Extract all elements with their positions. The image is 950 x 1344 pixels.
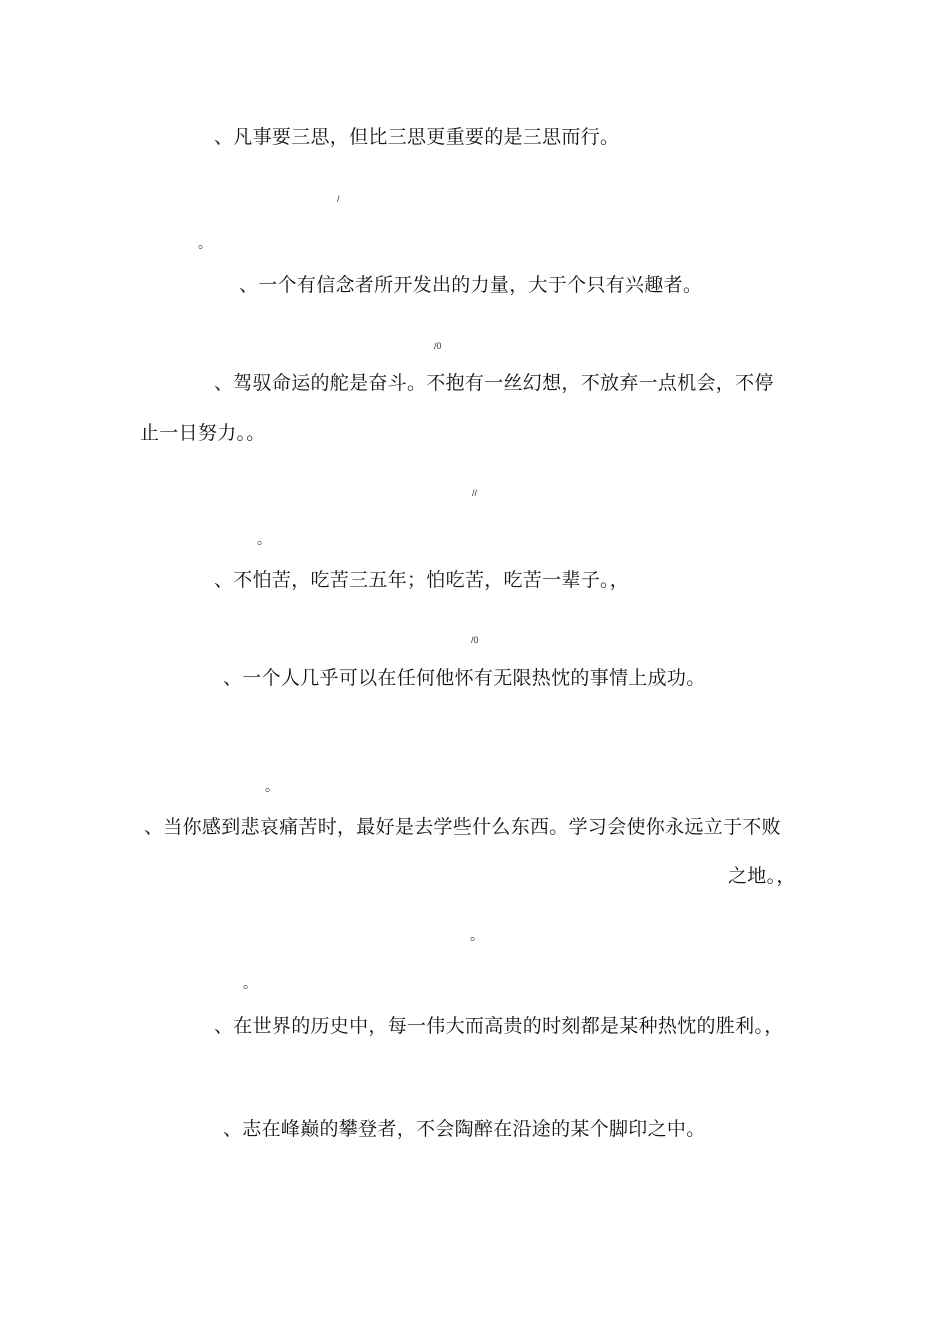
quote-line-3a: 、驾驭命运的舵是奋斗。不抱有一丝幻想，不放弃一点机会，不停	[214, 372, 774, 394]
stray-mark-1: /	[337, 194, 340, 204]
quote-line-6a: 、当你感到悲哀痛苦时，最好是去学些什么东西。学习会使你永远立于不败	[144, 816, 781, 838]
stray-dot-1: 。	[198, 236, 212, 252]
stray-mark-3: //	[472, 488, 478, 498]
stray-dot-4: 。	[470, 928, 484, 944]
quote-line-3b: 止一日努力。。	[140, 422, 266, 444]
stray-dot-2: 。	[257, 532, 271, 548]
quote-line-8: 、志在峰巅的攀登者，不会陶醉在沿途的某个脚印之中。	[223, 1118, 706, 1140]
quote-line-5: 、一个人几乎可以在任何他怀有无限热忱的事情上成功。	[223, 667, 706, 689]
quote-line-2: 、一个有信念者所开发出的力量，大于个只有兴趣者。	[239, 274, 703, 296]
stray-mark-4: /0	[471, 635, 479, 645]
quote-line-7: 、在世界的历史中，每一伟大而高贵的时刻都是某种热忱的胜利。，	[214, 1015, 784, 1037]
quote-line-6b: 之地。，	[728, 865, 796, 887]
stray-dot-5: 。	[243, 976, 257, 992]
quote-line-1: 、凡事要三思，但比三思更重要的是三思而行。	[214, 126, 620, 148]
stray-dot-3: 。	[265, 779, 279, 795]
quote-line-4: 、不怕苦，吃苦三五年；怕吃苦，吃苦一辈子。，	[214, 569, 630, 591]
stray-mark-2: /0	[434, 341, 442, 351]
